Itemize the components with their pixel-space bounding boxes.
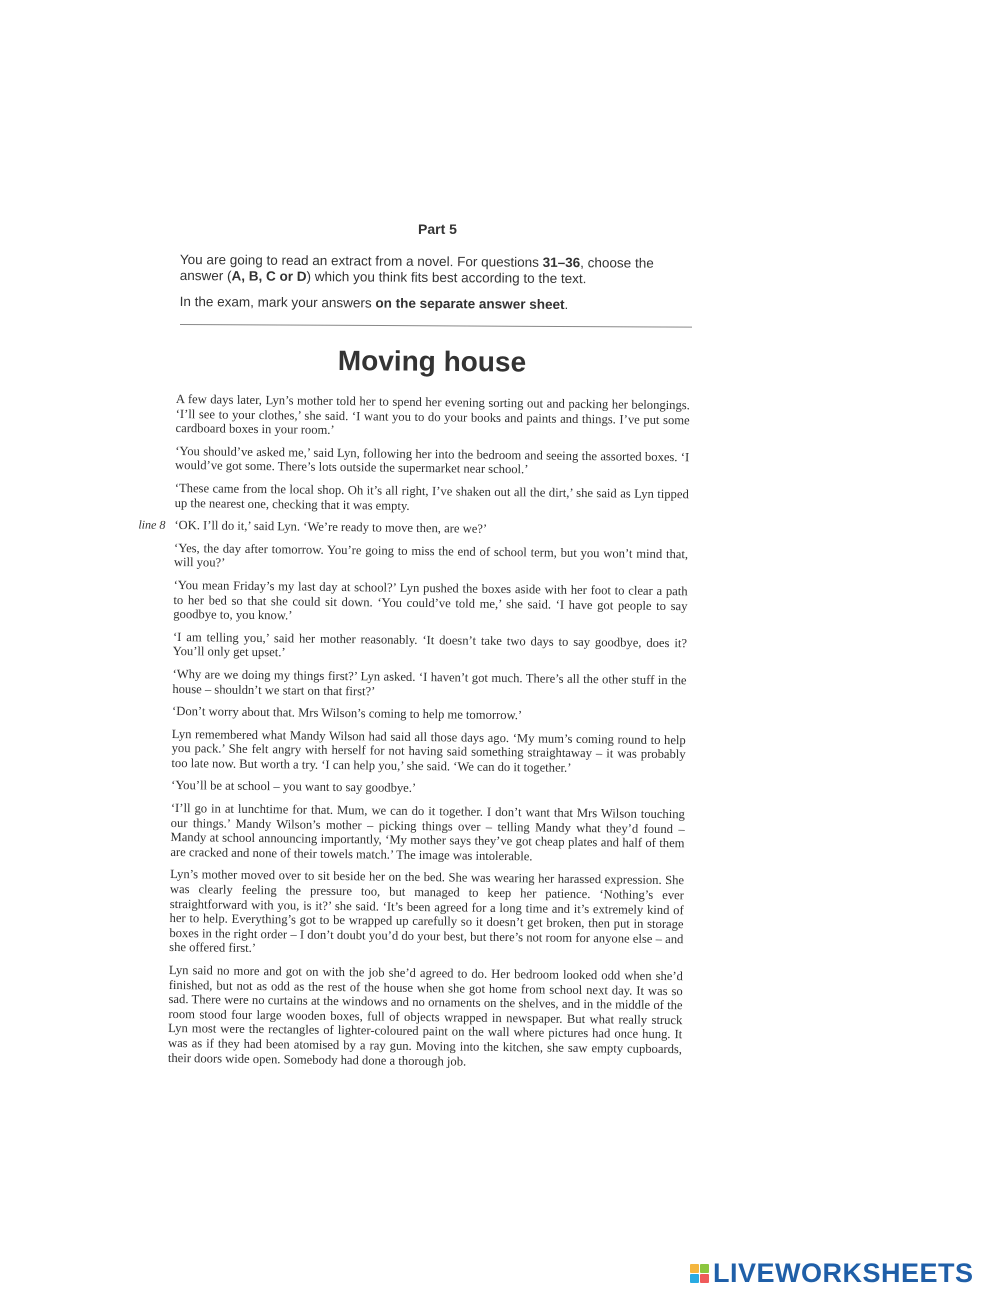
paragraph: ‘Yes, the day after tomorrow. You’re going to miss the end of school term, but you won’t mind that, will you?’ [173,540,689,570]
logo-square [700,1264,709,1273]
paragraph: Lyn’s mother moved over to sit beside her on the bed. She was wearing her harassed expression. She was clearly feeling the pressure too, but managed to keep her patience. ‘Nothing’s ever straightforward with you, is it?’ she said. ‘It’s been agreed for a long time and it’s extremely kind of her to help. Everything’s got to be wrapped up carefully so it doesn’t get broken, then put in storage boxes in the right order – I don’t doubt you’d do your best, but there’s not room for anyone else – and she offered first.’ [169,867,685,956]
paragraph: Lyn said no more and got on with the job she’d agreed to do. Her bedroom looked odd when she’d finished, but not as odd as the rest of the house when she got home from school next day. It was so sad. There were no curtains at the windows and no ornaments on the shelves, and in the middle of the room stood four large wooden boxes, full of objects wrapped in newspaper. But what really struck Lyn most were the rectangles of lighter-coloured paint on the wall where pictures had once hung. It was as if they had been atomised by a ray gun. Moving into the kitchen, she saw empty cupboards, their doors wide open. Somebody had done a thorough job. [167,962,683,1069]
paragraph: ‘Don’t worry about that. Mrs Wilson’s coming to help me tomorrow.’ [172,704,523,723]
paragraph-text: ‘OK. I’ll do it,’ said Lyn. ‘We’re ready to move then, are we?’ [174,518,488,536]
paragraph: ‘I’ll go in at lunchtime for that. Mum, we can do it together. I don’t want that Mrs Wilson touching our things.’ Mandy Wilson’s mother – picking things over – telling Mandy what they’d found – Mandy at school announcing importantly, ‘My mother says they’ve got cheap plates and half of them are cracked and none of their towels match.’ The image was intolerable. [170,801,685,864]
instruction-text: . [564,297,569,313]
passage-text [138,392,690,1079]
logo-square [700,1274,709,1283]
instruction-text: In the exam, mark your answers [179,293,376,311]
paragraph: ‘Why are we doing my things first?’ Lyn asked. ‘I haven’t got much. There’s all the other stuff in the house – shouldn’t we start on that first?’ [172,666,687,698]
paragraph: ‘I am telling you,’ said her mother reasonably. ‘It doesn’t take two days to say goodbye, does it? You’ll only get upset.’ [172,629,688,660]
paragraph: ‘You’ll be at school – you want to say goodbye.’ [171,778,417,796]
answer-options: A, B, C or D [231,268,307,284]
line-marker: line 8 [138,517,166,533]
paragraph: ‘You mean Friday’s my last day at school?’ Lyn pushed the boxes aside with her foot to clear a path to her bed so that she could sit down. ‘You could’ve told me,’ she said. ‘I have got people to say goodbye to, you know.’ [173,577,688,623]
logo-square [690,1264,699,1273]
logo-square [690,1274,699,1283]
instruction-answer-sheet [180,294,670,314]
instructions [179,252,670,324]
instruction-text: You are going to read an extract from a novel. For questions [179,252,543,270]
passage-title: Moving house [337,345,527,378]
paragraph: A few days later, Lyn’s mother told her to spend her evening sorting out and packing her belongings. ‘I’ll see to your clothes,’ she said. ‘I want you to do your books and paints and things. I’ve put some cardboard boxes in your room.’ [175,392,690,438]
logo-text: LIVEWORKSHEETS [713,1258,974,1288]
paragraph-line-8 [138,517,688,539]
divider [180,324,692,328]
liveworksheets-logo[interactable] [690,1258,974,1289]
logo-mark-icon [690,1264,709,1283]
paragraph: Lyn remembered what Mandy Wilson had said all those days ago. ‘My mum’s coming round to help you pack.’ She felt angry with herself for not having said something straightaway – it was probably too late now. But worth a try. ‘I can help you,’ she said. ‘We can do it together.’ [171,726,686,775]
part-label: Part 5 [418,221,457,237]
paragraph: ‘These came from the local shop. Oh it’s all right, I’ve shaken out all the dirt,’ she said as Lyn tipped up the nearest one, checking that it was empty. [174,480,689,513]
answer-sheet-emphasis: on the separate answer sheet [375,295,565,313]
instruction-text: ) which you think fits best according to the text. [306,268,587,287]
question-range: 31–36 [542,254,581,271]
instruction-questions [180,252,670,288]
instruction-text: , choose the answer ( [179,255,654,284]
paragraph: ‘You should’ve asked me,’ said Lyn, following her into the bedroom and seeing the assorted boxes. ‘I would’ve got some. There’s lots outside the supermarket near school.’ [175,443,690,477]
